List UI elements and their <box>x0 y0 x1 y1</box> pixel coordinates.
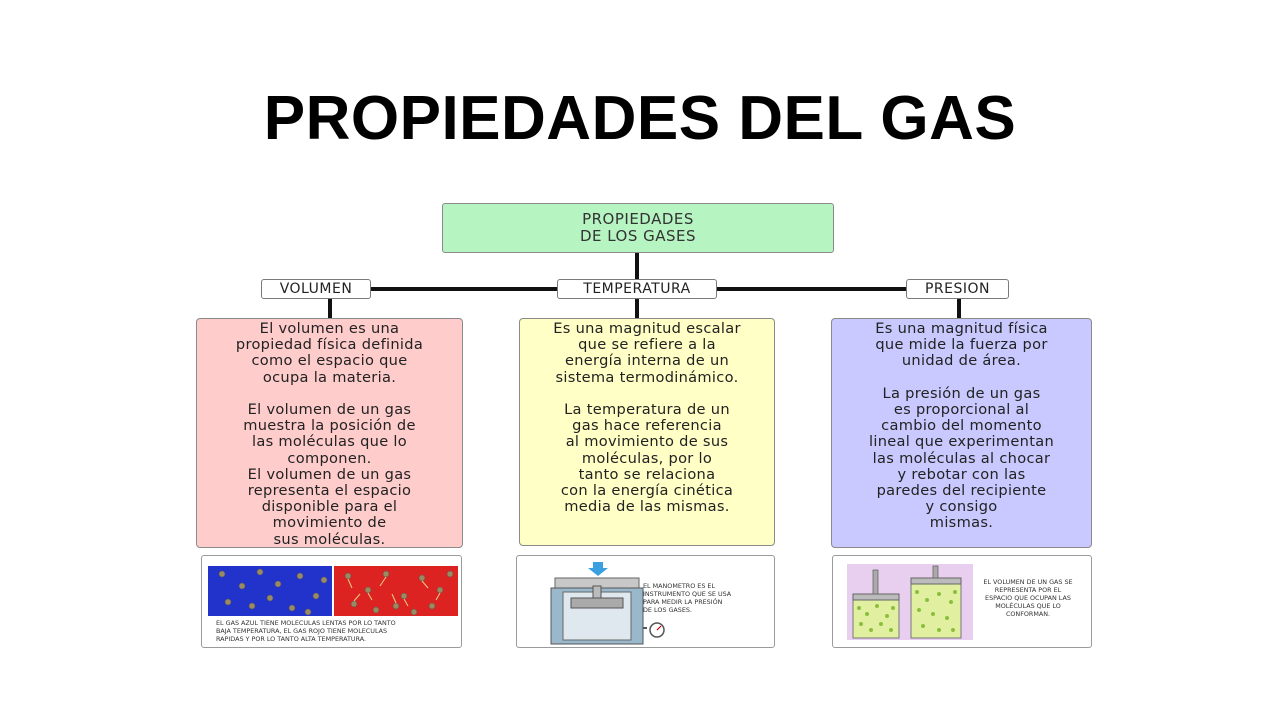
temperatura-description: Es una magnitud escalar que se refiere a la energía interna de un sistema termodinámico. La temperatura de un gas hace referencia al movimiento de sus moléculas, por lo tanto se relaciona con la energía cinética media de las mismas. <box>519 318 775 546</box>
root-node <box>442 203 834 253</box>
presion-description: Es una magnitud física que mide la fuerza por unidad de área. La presión de un gas es proporcional al cambio del momento lineal que experimentan las moléculas al chocar y rebotar con las paredes del recipiente y consigo mismas. <box>831 318 1092 548</box>
connector-presion-down <box>957 298 961 320</box>
manometer-illustration-card <box>516 555 775 648</box>
root-node-label: PROPIEDADES DE LOS GASES <box>579 210 697 245</box>
category-temperatura-label: TEMPERATURA <box>557 279 717 299</box>
category-volumen-label: VOLUMEN <box>261 279 371 299</box>
pressure-gauge-icon <box>647 620 667 640</box>
manometer-illustration <box>527 558 647 648</box>
category-presion-label: PRESION <box>906 279 1009 299</box>
connector-volumen-down <box>328 298 332 320</box>
volumen-description: El volumen es una propiedad física definida como el espacio que ocupa la materia. El volumen de un gas muestra la posición de las moléculas que lo componen. El volumen de un gas representa el espacio disponible para el movimiento de sus moléculas. <box>196 318 463 548</box>
gas-temperature-caption: EL GAS AZUL TIENE MOLECULAS LENTAS POR LO TANTO BAJA TEMPERATURA, EL GAS ROJO TIENE MOLECULAS RAPIDAS Y POR LO TANTO ALTA TEMPERATURA. <box>216 619 396 643</box>
gas-volume-caption: EL VOLUMEN DE UN GAS SE REPRESENTA POR EL ESPACIO QUE OCUPAN LAS MOLÉCULAS QUE LO CONFORMAN. <box>983 578 1073 618</box>
connector-temperatura-down <box>635 298 639 318</box>
gas-molecules-illustration <box>208 566 462 626</box>
gas-volume-cylinders-illustration <box>847 564 975 646</box>
gas-volume-illustration-card <box>832 555 1092 648</box>
slide-title: PROPIEDADES DEL GAS <box>263 84 1017 153</box>
manometer-caption: EL MANOMETRO ES EL INSTRUMENTO QUE SE USA PARA MEDIR LA PRESIÓN DE LOS GASES. <box>643 582 732 614</box>
gas-temperature-illustration-card <box>201 555 462 648</box>
